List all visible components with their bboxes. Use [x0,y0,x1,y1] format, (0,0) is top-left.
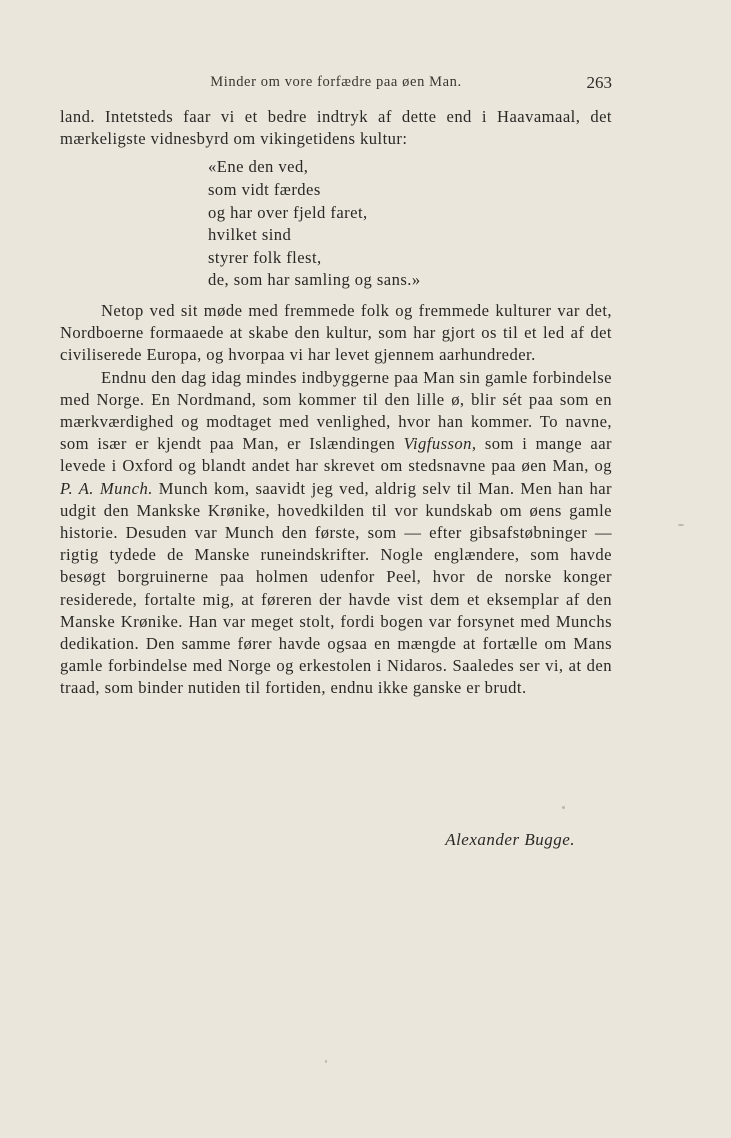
verse-quote [208,156,612,292]
paragraph-3-part-b: som i mange aar levede i Oxford og blandt andet har skrevet om stedsnavne paa øen Man, og [60,434,612,476]
paragraph-3 [60,367,612,700]
paragraph-3-part-a: Endnu den dag idag mindes indbyggerne paa Man sin gamle forbindelse med Norge. En Nordmand, som kommer til den lille ø, blir sét paa som en mærkværdighed og modtaget med venlighed, hvor han kommer. To navne, som især er kjendt paa Man, er Islændingen [60,367,612,454]
paragraph-1: land. Intetsteds faar vi et bedre indtryk af dette end i Haavamaal, det mærkeligste vidnesbyrd om vikingetidens kultur: [60,107,612,149]
paper-speck [562,806,565,809]
paragraph-3-part-c: Munch kom, saavidt jeg ved, aldrig selv til Man. Men han har udgit den Mankske Krønike, hovedkilden til vor kundskab om øens gamle historie. Desuden var Munch den første, som — efter gibsafstøbninger — rigtig tydede de Manske runeindskrifter. Nogle englændere, som havde besøgt borgruinerne paa holmen udenfor Peel, hvor de norske konger residerede, fortalte mig, at føreren der havde vist dem et eksemplar af den Manske Krønike. Han var meget stolt, fordi bogen var forsynet med Munchs dedikation. Den samme fører havde ogsaa en mængde at fortælle om Mans gamle forbindelse med Norge og erkestolen i Nidaros. Saaledes ser vi, at den traad, som binder nutiden til fortiden, endnu ikke ganske er brudt. [60,478,612,698]
verse-line: hvilket sind [208,225,292,245]
body-text [60,106,612,700]
paragraph-2: Netop ved sit møde med fremmede folk og fremmede kulturer var det, Nordboerne formaaede at skabe den kultur, som har gjort os til et led af det civiliserede Europa, og hvorpaa vi har levet gjennem aarhundreder. [60,300,612,365]
page-number: 263 [586,73,612,92]
name-vigfusson: Vigfusson, [403,434,477,454]
name-munch: P. A. Munch. [60,478,153,498]
verse-line: styrer folk flest, [208,247,322,267]
running-title: Minder om vore forfædre paa øen Man. [210,74,462,90]
running-head [60,74,612,96]
author-signature: Alexander Bugge. [445,830,575,849]
verse-line: «Ene den ved, [208,157,309,177]
verse-line: og har over fjeld faret, [208,202,368,222]
verse-line: som vidt færdes [208,180,321,199]
paper-speck [325,1060,327,1063]
verse-line: de, som har samling og sans.» [208,270,421,290]
paper-speck [678,524,684,526]
